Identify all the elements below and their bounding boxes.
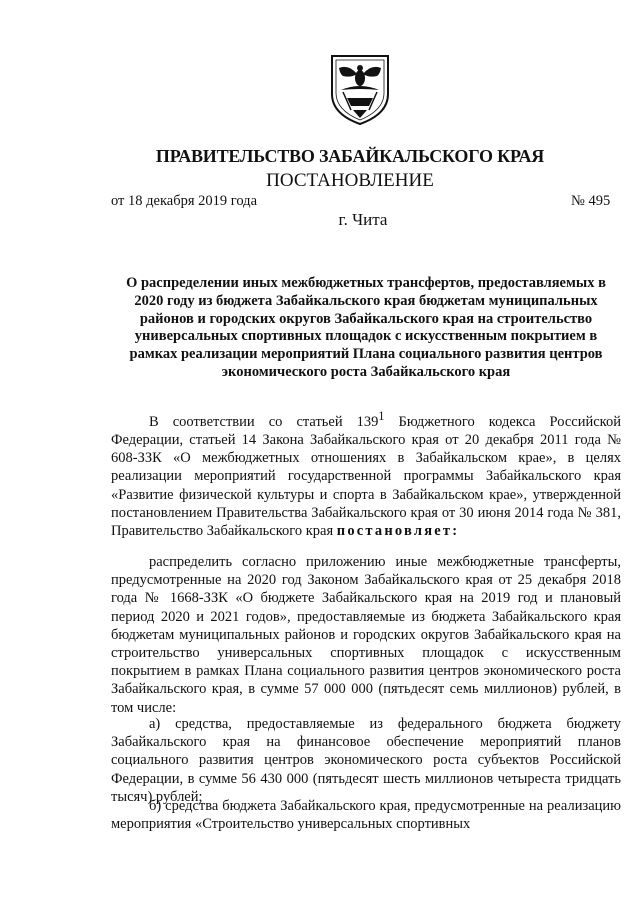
paragraph-item-b [111, 797, 621, 833]
paragraph-item-b-text: б) средства бюджета Забайкальского края, предусмотренные на реализацию мероприятия «Строительство универсальных спортивных [111, 798, 621, 833]
paragraph-main-text: распределить согласно приложению иные межбюджетные трансферты, предусмотренные на 2020 год Законом Забайкальского края от 25 декабря 2018 года № 1668-ЗЗК «О бюджете Забайкальского края на 2019 год и плановый период 2020 и 2021 годов», предоставляемые из бюджета Забайкальского края бюджетам муниципальных районов и городских округов Забайкальского края на строительство универсальных спортивных площадок с искусственным покрытием в рамках Плана социального развития центров экономического роста Забайкальского края, в сумме 57 000 000 (пятьдесят семь миллионов) рублей, в том числе: [111, 554, 621, 716]
document-number: № 495 [571, 193, 611, 209]
paragraph-item-a-text: а) средства, предоставляемые из федерального бюджета бюджету Забайкальского края на финансовое обеспечение мероприятий планов социального развития центров экономического роста субъектов Российской Федерации, в сумме 56 430 000 (пятьдесят шесть миллионов четыреста тридцать тысяч) рублей; [111, 716, 621, 805]
paragraph-item-a [111, 715, 621, 806]
government-title: ПРАВИТЕЛЬСТВО ЗАБАЙКАЛЬСКОГО КРАЯ [155, 146, 545, 166]
coat-of-arms-icon [329, 54, 391, 126]
article-superscript: 1 [378, 409, 385, 423]
paragraph-main [111, 553, 621, 717]
document-date: от 18 декабря 2019 года [111, 193, 257, 209]
preamble-text-end: Бюджетного кодекса Российской Федерации, статьей 14 Закона Забайкальского края от 20 декабря 2011 года № 608-ЗЗК «О межбюджетных отношениях в Забайкальском крае», в целях реализации мероприятий государственной программы Забайкальского края «Развитие физической культуры и спорта в Забайкальском крае», утвержденной постановлением Правительства Забайкальского края от 30 июня 2014 года № 381, Правительство Забайкальского края [111, 413, 621, 540]
paragraph-preamble [111, 407, 621, 540]
document-subject: О распределении иных межбюджетных трансфертов, предоставляемых в 2020 году из бюджета Забайкальского края бюджетам муниципальных районов и городских округов Забайкальского края на строительство универсальных спортивных площадок с искусственным покрытием в рамках реализации мероприятий Плана социального развития центров экономического роста Забайкальского края [126, 275, 606, 380]
resolves-colon: : [452, 523, 460, 540]
document-city: г. Чита [338, 210, 388, 229]
resolves-keyword: постановляет [336, 523, 453, 540]
preamble-text-start: В соответствии со статьей 139 [149, 413, 379, 430]
document-type: ПОСТАНОВЛЕНИЕ [266, 170, 434, 191]
